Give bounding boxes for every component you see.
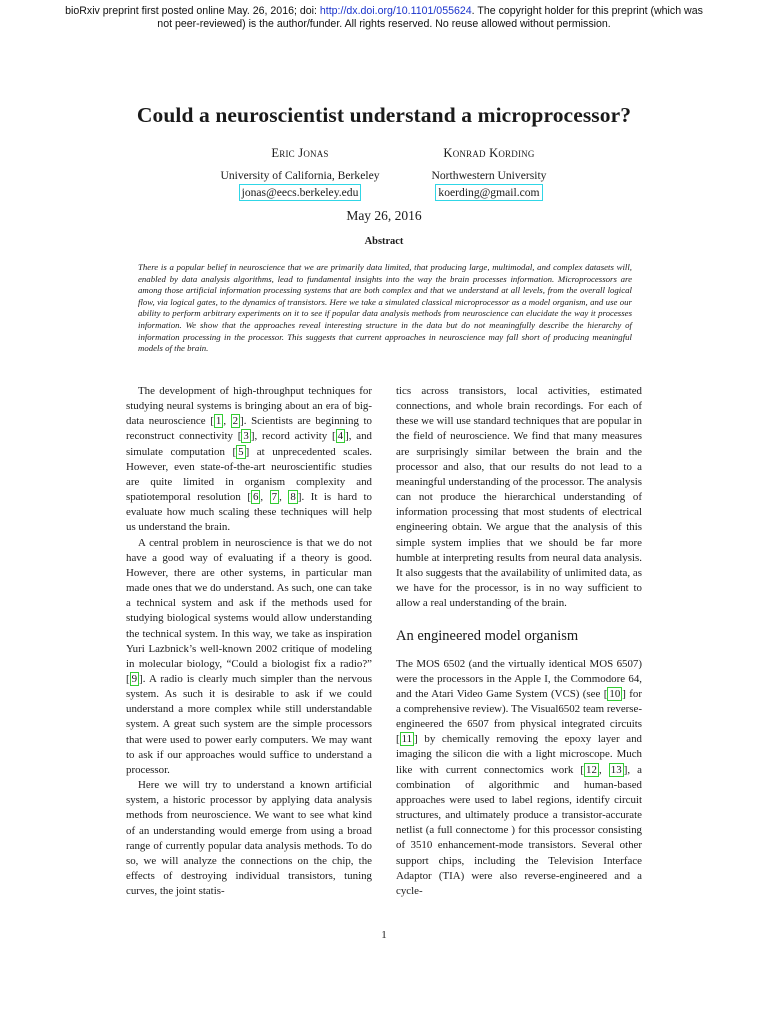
right-column: [396, 384, 642, 899]
text-run: . Scientists are beginning to reconstruct connectivity: [126, 415, 372, 443]
abstract-text: There is a popular belief in neuroscience that we are primarily data limited, that producing large, multimodal, and complex datasets will, enabled by data analysis algorithms, lead to fundamental insights into the way the brain processes information. Microprocessors are among those artificial information processing systems that are both complex and that we understand at all levels, from the overall logical flow, via logical gates, to the dynamics of transistors. Here we take a simulated classical microprocessor as a model organism, and use our ability to perform arbitrary experiments on it to see if popular data analysis methods from neuroscience can elucidate the way it processes information. We show that the approaches reveal interesting structure in the data but do not meaningfully describe the hierarchy of information processing in the processor. This suggests that current approaches in neuroscience may fall short of producing meaningful models of the brain.: [138, 262, 632, 354]
text-run: at unprecedented scales. However, even state-of-the-art neuroscientific studies are quite limited in organism complexity and spatiotemporal resolution: [126, 445, 372, 504]
preprint-notice: [60, 5, 708, 31]
paragraph-1: The development of high-throughput techniques for studying neural systems is bringing about an era of big-data neuroscience [ 1 , 2 ]. Scientists are beginning to reconstruct connectivity [ 3 ], record activity [ 4 ], and simulate computation [ 5 ] at unprecedented scales. However, even state-of-the-art neuroscientific studies are quite limited in organism complexity and spatiotemporal resolution [ 6 , 7 , 8 ]. It is hard to evaluate how much scaling these techniques will help us understand the brain.: [126, 385, 373, 534]
paragraph-3: Here we will try to understand a known artificial system, a historic processor by applying data analysis methods from neuroscience. We want to see what kind of an understanding would emerge from using a broad range of currently popular data analysis methods. To do so, we will analyze the connections on the chip, the effects of destroying individual transistors, tuning curves, the joint statis-: [126, 779, 372, 898]
author-name: Konrad Kording: [443, 146, 535, 160]
citation-link[interactable]: 9: [131, 672, 138, 685]
author-affiliation: University of California, Berkeley: [220, 169, 380, 182]
citation-link[interactable]: 8: [290, 491, 296, 504]
author-affiliation: Northwestern University: [431, 169, 547, 182]
citation-link[interactable]: 7: [271, 491, 278, 504]
text-run: A central problem in neuroscience is that we do not have a good way of evaluating if a theory is good. However, there are other systems, in particular man made ones that we do understand. As such, one can take a technical system and ask if the methods used for studying biological systems would allow understanding the technical system. In this way, we take as inspiration Yuri Lazbnick’s well-known 2002 critique of modeling in molecular biology, “Could a biologist fix a radio?”: [126, 536, 372, 670]
citation-link[interactable]: 12: [586, 763, 597, 776]
left-column: [126, 384, 372, 899]
citation-link[interactable]: 2: [232, 415, 239, 428]
author-email-link[interactable]: jonas@eecs.berkeley.edu: [239, 184, 362, 201]
citation-link[interactable]: 3: [243, 430, 249, 443]
paragraph-2: A central problem in neuroscience is that we do not have a good way of evaluating if a theory is good. However, there are other systems, in particular man made ones that we do understand. As such, one can take a technical system and ask if the methods used for studying biological systems would allow understanding the technical system. In this way, we take as inspiration Yuri Lazbnick’s well-known 2002 critique of modeling in molecular biology, “Could a biologist fix a radio?” [ 9 ]. A radio is clearly much simpler than the nervous system. As such it is desirable to ask if we could understand a more complex while still understandable system. A great such system are the simple processors that were used to power early computers. We may want to ask if our approaches would suffice to understand a processor.: [126, 536, 372, 776]
paragraph-continued: tics across transistors, local activities, estimated connections, and whole brain recordings. For each of these we will use standard techniques that are popular in the field of neuroscience. We find that many measures are surprisingly similar between the brain and the processor and also, that our results do not lead to a meaningful understanding of the processor. The analysis can not produce the hierarchical understanding of information processing that most students of electrical engineering obtain. We argue that the analysis of this simple system implies that we should be far more humble at interpreting results from neural data analysis. It also suggests that the availability of unlimited data, as we have for the processor, is in no way sufficient to allow a real understanding of the brain.: [396, 385, 642, 610]
text-run: , record activity: [254, 430, 333, 443]
citation-link[interactable]: 10: [609, 687, 621, 700]
citation-link[interactable]: 5: [238, 445, 244, 458]
paragraph-4: The MOS 6502 (and the virtually identical MOS 6507) were the processors in the Apple I, the Commodore 64, and the Atari Video Game System (VCS) (see [ 10 ] for a comprehensive review). The Visual6502 team reverse-engineered the 6507 from physical integrated circuits [ 11 ] by chemically removing the epoxy layer and imaging the silicon die with a light microscope. Much like with current connectomics work [ 12 , 13 ], a combination of algorithmic and human-based approaches were used to label regions, identify circuit structures, and ultimately produce a transistor-accurate netlist (a full connectome ) for this processor consisting of 3510 enhancement-mode transistors. Several other support chips, including the Television Interface Adaptor (TIA) were also reverse-engineered and a cycle-: [396, 657, 643, 897]
text-run: , a combination of algorithmic and human-based approaches were used to label regions, identify circuit structures, and ultimately produce a transistor-accurate netlist (a full connectome ) for this processor consisting of 3510 enhancement-mode transistors. Several other support chips, including the Television Interface Adaptor (TIA) were also reverse-engineered and a cycle-: [396, 763, 643, 897]
citation-link[interactable]: 13: [610, 763, 622, 776]
citation-link[interactable]: 1: [215, 415, 222, 428]
text-run: by chemically removing the epoxy layer and imaging the silicon die with a light microscope. Much like with current connectomics work: [396, 733, 642, 776]
text-run: , and simulate computation: [126, 430, 372, 458]
text-run: . It is hard to evaluate how much scaling these techniques will help us understand the brain.: [126, 491, 373, 534]
notice-prefix: bioRxiv preprint first posted online May. 26, 2016; doi:: [65, 5, 320, 17]
section-heading: An engineered model organism: [396, 628, 579, 645]
citation-link[interactable]: 11: [401, 733, 413, 746]
doi-link[interactable]: http://dx.doi.org/10.1101/055624: [319, 5, 472, 17]
text-run: for a comprehensive review). The Visual6502 team reverse-engineered the 6507 from physical integrated circuits: [396, 687, 642, 731]
paper-title: Could a neuroscientist understand a microprocessor?: [136, 103, 632, 127]
author-email-link[interactable]: koerding@gmail.com: [435, 184, 542, 201]
text-run: . A radio is clearly much simpler than the nervous system. As such it is desirable to ask if we could understand a more complex while still understandable system. A great such system are the simple processors that were used to power early computers. We may want to ask if our approaches would suffice to understand a processor.: [126, 672, 372, 776]
author-block: [0, 145, 768, 205]
citation-link[interactable]: 6: [252, 491, 259, 504]
author-name: Eric Jonas: [271, 146, 329, 160]
publication-date: May 26, 2016: [346, 208, 422, 223]
notice-suffix: . The copyright holder for this preprint (which was not peer-reviewed) is the author/funder. All rights reserved. No reuse allowed without permission.: [157, 5, 703, 30]
citation-link[interactable]: 4: [337, 430, 344, 443]
page-number: 1: [381, 929, 387, 941]
text-run: The MOS 6502 (and the virtually identical MOS 6507) were the processors in the Apple I, the Commodore 64, and the Atari Video Game System (VCS) (see: [396, 657, 642, 700]
author-2: [369, 145, 609, 201]
abstract-heading: Abstract: [364, 236, 404, 247]
text-run: The development of high-throughput techniques for studying neural systems is bringing about an era of big-data neuroscience: [126, 385, 372, 428]
